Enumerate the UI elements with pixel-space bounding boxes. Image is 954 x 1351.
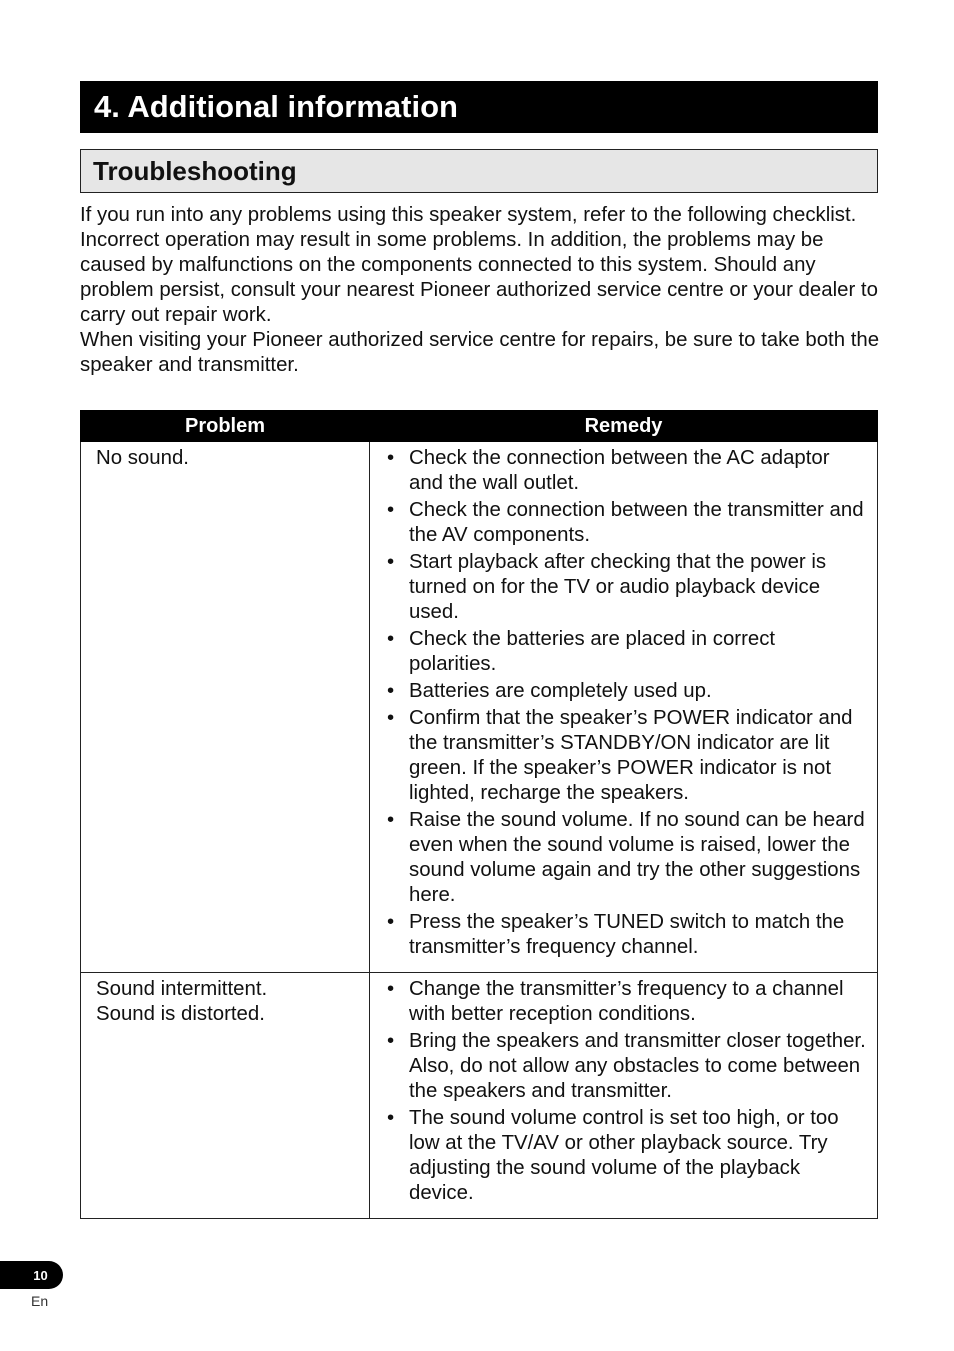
bullet-icon: •	[387, 628, 395, 650]
section-title: Troubleshooting	[80, 149, 878, 193]
intro-paragraph-2: Incorrect operation may result in some problems. In addition, the problems may be caused by malfunctions on the components connected to this system. Should any problem persist, consult your nearest Pioneer authorized service centre or your dealer to carry out repair work.	[80, 229, 878, 326]
remedy-cell	[370, 973, 878, 1219]
bullet-icon: •	[387, 1107, 395, 1129]
table-row	[81, 973, 878, 1219]
problem-text: No sound.	[96, 447, 189, 469]
bullet-icon: •	[387, 978, 395, 1000]
remedy-item: • Confirm that the speaker’s POWER indicator and the transmitter’s STANDBY/ON indicator are lit green. If the speaker’s POWER indicator is not lighted, recharge the speakers.	[387, 707, 853, 804]
problem-text: Sound is distorted.	[96, 1003, 265, 1025]
bullet-icon: •	[387, 809, 395, 831]
remedy-list	[385, 446, 867, 960]
remedy-item: • Bring the speakers and transmitter closer together. Also, do not allow any obstacles to come between the speakers and transmitter.	[387, 1030, 866, 1102]
language-code: En	[31, 1293, 49, 1309]
intro-text	[80, 203, 880, 378]
remedy-item: • Press the speaker’s TUNED switch to match the transmitter’s frequency channel.	[387, 911, 845, 958]
remedy-list	[385, 977, 867, 1206]
intro-paragraph-3: When visiting your Pioneer authorized service centre for repairs, be sure to take both the speaker and transmitter.	[80, 329, 880, 376]
troubleshooting-table	[80, 410, 878, 1219]
problem-cell	[81, 973, 370, 1219]
intro-paragraph-1: If you run into any problems using this speaker system, refer to the following checklist.	[80, 204, 857, 226]
table-row	[81, 442, 878, 973]
remedy-item: • Change the transmitter’s frequency to a channel with better reception conditions.	[387, 978, 844, 1025]
bullet-icon: •	[387, 707, 395, 729]
bullet-icon: •	[387, 680, 395, 702]
remedy-item: • The sound volume control is set too high, or too low at the TV/AV or other playback source. Try adjusting the sound volume of the playback device.	[387, 1107, 839, 1204]
remedy-item: • Check the connection between the transmitter and the AV components.	[387, 499, 864, 546]
bullet-icon: •	[387, 551, 395, 573]
remedy-cell	[370, 442, 878, 973]
bullet-icon: •	[387, 447, 395, 469]
remedy-item: • Raise the sound volume. If no sound can be heard even when the sound volume is raised, lower the sound volume again and try the other suggestions here.	[387, 809, 865, 906]
bullet-icon: •	[387, 499, 395, 521]
remedy-item: • Batteries are completely used up.	[387, 680, 712, 702]
remedy-item: • Check the connection between the AC adaptor and the wall outlet.	[387, 447, 830, 494]
header-remedy: Remedy	[370, 411, 878, 442]
header-problem: Problem	[81, 411, 370, 442]
bullet-icon: •	[387, 911, 395, 933]
problem-cell	[81, 442, 370, 973]
problem-text: Sound intermittent.	[96, 978, 268, 1000]
remedy-item: • Check the batteries are placed in correct polarities.	[387, 628, 776, 675]
table-header-row	[81, 411, 878, 442]
bullet-icon: •	[387, 1030, 395, 1052]
page-number: 10	[0, 1261, 63, 1289]
chapter-title: 4. Additional information	[80, 81, 878, 133]
remedy-item: • Start playback after checking that the power is turned on for the TV or audio playback device used.	[387, 551, 827, 623]
